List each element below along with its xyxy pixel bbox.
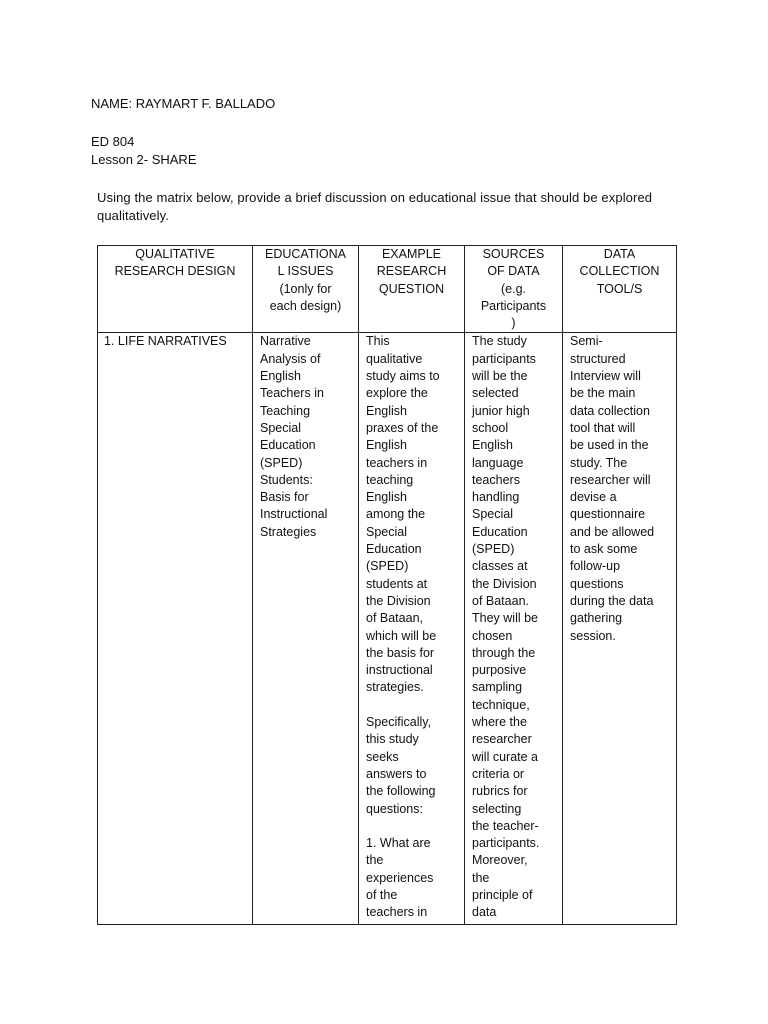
header-label: SOURCES OF DATA (e.g. Participants ) bbox=[480, 247, 547, 331]
header-label: QUALITATIVE RESEARCH DESIGN bbox=[114, 247, 236, 279]
issue-text: Narrative Analysis of English Teachers in Teaching Special Education (SPED) Students: Basis for Instructional Strategies bbox=[260, 334, 328, 539]
student-name: NAME: RAYMART F. BALLADO bbox=[91, 96, 276, 111]
table-header-row bbox=[98, 246, 677, 333]
header-label: EXAMPLE RESEARCH QUESTION bbox=[376, 247, 447, 296]
sources-cell bbox=[465, 333, 563, 925]
issue-cell bbox=[253, 333, 359, 925]
header-cell-sources bbox=[465, 246, 563, 333]
header-label: DATA COLLECTION TOOL/S bbox=[579, 247, 660, 296]
header-label: EDUCATIONA L ISSUES (1only for each design) bbox=[264, 247, 347, 313]
header-cell-design bbox=[98, 246, 253, 333]
header-cell-tools bbox=[563, 246, 677, 333]
lesson-title: Lesson 2- SHARE bbox=[91, 152, 197, 167]
design-cell bbox=[98, 333, 253, 925]
course-code: ED 804 bbox=[91, 134, 135, 149]
header-cell-issues bbox=[253, 246, 359, 333]
tools-cell bbox=[563, 333, 677, 925]
question-cell bbox=[359, 333, 465, 925]
header-cell-question bbox=[359, 246, 465, 333]
sources-text: The study participants will be the selected junior high school English language teachers handling Special Education (SPED) classes at the Division of Bataan. They will be chosen through the purposive sampling technique, where the researcher will curate a criteria or rubrics for selecting the teacher- participants. Moreover, the principle of data bbox=[472, 334, 540, 920]
table-row bbox=[98, 333, 677, 925]
research-matrix-table bbox=[97, 245, 677, 925]
instructions-text: Using the matrix below, provide a brief discussion on educational issue that should be explored qualitatively. bbox=[97, 190, 653, 223]
question-text: This qualitative study aims to explore the English praxes of the English teachers in teaching English among the Special Education (SPED) students at the Division of Bataan, which will be the basis for instructional strategies. Specifically, this study seeks answers to the following questions: 1. What are the experiences of the teachers in bbox=[366, 334, 440, 920]
design-text: 1. LIFE NARRATIVES bbox=[104, 334, 227, 349]
tools-text: Semi- structured Interview will be the main data collection tool that will be used in the study. The researcher will devise a questionnaire and be allowed to ask some follow-up questions during the data gathering session. bbox=[570, 334, 655, 643]
